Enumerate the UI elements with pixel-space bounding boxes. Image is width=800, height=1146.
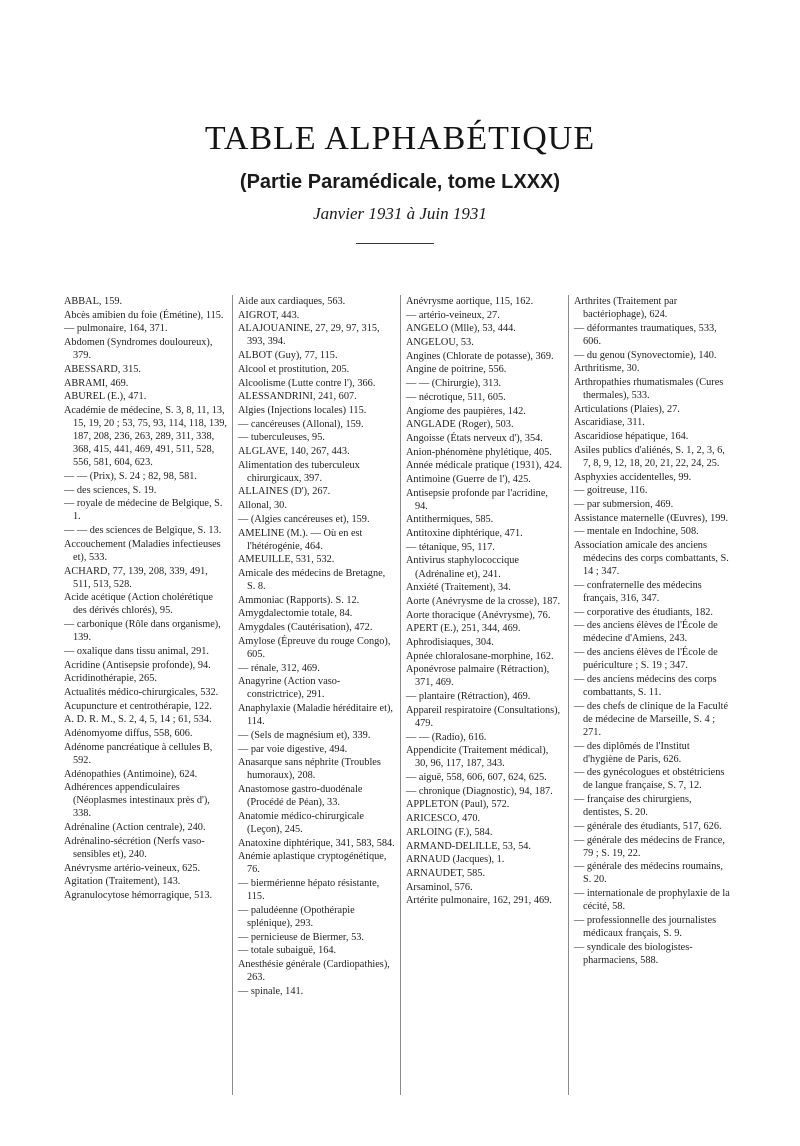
index-entry: — des chefs de clinique de la Faculté de médecine de Marseille, S. 4 ; 271. bbox=[574, 700, 729, 738]
index-entry: Abcès amibien du foie (Émétine), 115. bbox=[64, 309, 224, 321]
index-entry: ARNAUDET, 585. bbox=[406, 867, 486, 879]
index-entry: Anémie aplastique cryptogénétique, 76. bbox=[238, 851, 387, 876]
index-entry: Angines (Chlorate de potasse), 369. bbox=[406, 350, 554, 362]
index-entry: Anatomie médico-chirurgicale (Leçon), 245. bbox=[238, 810, 364, 835]
index-entry: — royale de médecine de Belgique, S. 1. bbox=[64, 498, 223, 523]
index-entry: — (Algies cancéreuses et), 159. bbox=[238, 513, 370, 525]
index-entry: ALBOT (Guy), 77, 115. bbox=[238, 350, 338, 362]
index-entry: Aponévrose palmaire (Rétraction), 371, 469. bbox=[406, 664, 550, 689]
index-entry: — carbonique (Rôle dans organisme), 139. bbox=[64, 619, 221, 644]
index-columns bbox=[64, 295, 736, 1095]
index-entry: — internationale de prophylaxie de la cécité, 58. bbox=[574, 888, 730, 913]
index-entry: ABBAL, 159. bbox=[64, 296, 123, 307]
index-entry: Amicale des médecins de Bretagne, S. 8. bbox=[238, 567, 386, 593]
index-entry: Adrénaline (Action centrale), 240. bbox=[64, 822, 206, 834]
index-entry: Adénomyome diffus, 558, 606. bbox=[64, 728, 193, 740]
index-entry: — des diplômés de l'Institut d'hygiène de Paris, 626. bbox=[574, 740, 690, 765]
index-entry: ANGLADE (Roger), 503. bbox=[406, 419, 514, 431]
index-entry: — — (Prix), S. 24 ; 82, 98, 581. bbox=[64, 470, 198, 482]
index-entry: Académie de médecine, S. 3, 8, 11, 13, 15, 19, 20 ; 53, 75, 93, 114, 118, 139, 187, 208, 236, 263, 289, 311, 338, 368, 415, 441, 469, 491, 511, 528, 556, 581, 604, 623. bbox=[64, 404, 227, 469]
index-entry: Acridine (Antisepsie profonde), 94. bbox=[64, 659, 211, 671]
index-entry: — des anciens médecins des corps combattants, S. 11. bbox=[574, 673, 717, 698]
index-entry: Aorte thoracique (Anévrysme), 76. bbox=[406, 609, 551, 621]
index-entry: Apnée chloralosane-morphine, 162. bbox=[406, 650, 554, 662]
index-entry: — pernicieuse de Biermer, 53. bbox=[238, 931, 364, 943]
index-entry: Alcool et prostitution, 205. bbox=[238, 363, 350, 375]
index-entry: AMEUILLE, 531, 532. bbox=[238, 554, 335, 566]
index-entry: Adhérences appendiculaires (Néoplasmes intestinaux près d'), 338. bbox=[64, 782, 210, 820]
index-column-1 bbox=[64, 295, 232, 1095]
page-subtitle: (Partie Paramédicale, tome LXXX) bbox=[239, 171, 561, 193]
index-entry: — paludéenne (Opothérapie splénique), 293. bbox=[238, 904, 355, 929]
index-entry: Adrénalino-sécrétion (Nerfs vaso-sensibles et), 240. bbox=[64, 835, 205, 860]
index-entry: ABRAMI, 469. bbox=[64, 377, 129, 389]
index-entry: Angoisse (États nerveux d'), 354. bbox=[406, 432, 543, 444]
index-entry: — générale des médecins roumains, S. 20. bbox=[574, 861, 723, 886]
index-entry: Acridinothérapie, 265. bbox=[64, 673, 157, 685]
index-entry: Appendicite (Traitement médical), 30, 96, 117, 187, 343. bbox=[406, 745, 549, 770]
index-entry: — oxalique dans tissu animal, 291. bbox=[64, 645, 209, 657]
index-entry: Alcoolisme (Lutte contre l'), 366. bbox=[238, 377, 376, 389]
index-entry: Adénopathies (Antimoine), 624. bbox=[64, 768, 198, 780]
index-entry: Anatoxine diphtérique, 341, 583, 584. bbox=[238, 837, 395, 849]
index-entry: — par voie digestive, 494. bbox=[238, 743, 348, 755]
index-entry: — mentale en Indochine, 508. bbox=[574, 526, 699, 538]
index-entry: — des anciens élèves de l'École de médecine d'Amiens, 243. bbox=[574, 620, 718, 645]
index-entry: ABUREL (E.), 471. bbox=[64, 391, 147, 403]
index-entry: Amylose (Épreuve du rouge Congo), 605. bbox=[238, 635, 391, 660]
index-entry: — — (Chirurgie), 313. bbox=[406, 378, 502, 390]
index-entry: — nécrotique, 511, 605. bbox=[406, 391, 506, 403]
index-entry: — générale des étudiants, 517, 626. bbox=[574, 820, 722, 832]
index-entry: Année médicale pratique (1931), 424. bbox=[406, 460, 563, 472]
index-entry: APPLETON (Paul), 572. bbox=[406, 799, 510, 811]
index-entry: — tuberculeuses, 95. bbox=[238, 432, 325, 444]
index-entry: Abdomen (Syndromes douloureux), 379. bbox=[64, 337, 213, 362]
index-entry: ARMAND-DELILLE, 53, 54. bbox=[406, 840, 531, 852]
page-period: Janvier 1931 à Juin 1931 bbox=[313, 204, 487, 223]
index-entry: — plantaire (Rétraction), 469. bbox=[406, 691, 531, 703]
index-entry: Allonal, 30. bbox=[238, 500, 287, 512]
index-entry: Agranulocytose hémorragique, 513. bbox=[64, 889, 213, 901]
index-column-2 bbox=[232, 295, 400, 1095]
index-entry: ANGELOU, 53. bbox=[406, 337, 474, 349]
index-entry: Anévrysme artério-veineux, 625. bbox=[64, 862, 201, 874]
index-entry: Antivirus staphylococcique (Adrénaline et), 241. bbox=[406, 555, 519, 580]
index-entry: Alimentation des tuberculeux chirurgicaux, 397. bbox=[238, 459, 360, 484]
index-entry: Aide aux cardiaques, 563. bbox=[238, 296, 346, 307]
index-entry: Adénome pancréatique à cellules B, 592. bbox=[64, 741, 213, 766]
index-entry: — (Sels de magnésium et), 339. bbox=[238, 729, 371, 741]
index-entry: Arthritisme, 30. bbox=[574, 363, 640, 375]
index-entry: Acupuncture et centrothérapie, 122. bbox=[64, 700, 212, 712]
index-entry: Angine de poitrine, 556. bbox=[406, 364, 507, 376]
index-entry: Ascaridiase, 311. bbox=[574, 417, 645, 429]
index-entry: ALESSANDRINI, 241, 607. bbox=[238, 391, 357, 403]
index-entry: APERT (E.), 251, 344, 469. bbox=[406, 623, 521, 635]
index-entry: — du genou (Synovectomie), 140. bbox=[574, 349, 717, 361]
index-entry: — goitreuse, 116. bbox=[574, 485, 648, 497]
title-rule bbox=[356, 243, 434, 244]
index-entry: Antisepsie profonde par l'acridine, 94. bbox=[406, 487, 548, 512]
index-entry: ACHARD, 77, 139, 208, 339, 491, 511, 513, 528. bbox=[64, 565, 208, 590]
index-entry: — rénale, 312, 469. bbox=[238, 662, 320, 674]
index-entry: Anesthésie générale (Cardiopathies), 263. bbox=[238, 958, 390, 984]
index-entry: Arsaminol, 576. bbox=[406, 881, 473, 893]
index-entry: — totale subaiguë, 164. bbox=[238, 945, 337, 957]
index-entry: — française des chirurgiens, dentistes, S. 20. bbox=[574, 794, 692, 819]
index-entry: Acide acétique (Action cholérétique des dérivés chlorés), 95. bbox=[64, 592, 213, 617]
index-entry: Arthrites (Traitement par bactériophage), 624. bbox=[574, 296, 678, 321]
index-entry: AIGROT, 443. bbox=[238, 309, 300, 321]
index-entry: Agitation (Traitement), 143. bbox=[64, 876, 181, 888]
index-entry: — — (Radio), 616. bbox=[406, 731, 487, 743]
index-entry: ABESSARD, 315. bbox=[64, 363, 141, 375]
index-entry: Ascaridiose hépatique, 164. bbox=[574, 431, 689, 443]
index-column-3 bbox=[400, 295, 568, 1095]
index-entry: Antitoxine diphtérique, 471. bbox=[406, 528, 523, 540]
index-entry: — aiguë, 558, 606, 607, 624, 625. bbox=[406, 772, 547, 784]
index-entry: Articulations (Plaies), 27. bbox=[574, 403, 680, 415]
index-entry: ARNAUD (Jacques), 1. bbox=[406, 854, 505, 866]
index-entry: — cancéreuses (Allonal), 159. bbox=[238, 418, 364, 430]
index-entry: Anaphylaxie (Maladie héréditaire et), 114. bbox=[238, 703, 393, 728]
index-entry: AMELINE (M.). — Où en est l'hétérogénie, 464. bbox=[238, 527, 363, 552]
index-entry: — — des sciences de Belgique, S. 13. bbox=[64, 525, 222, 537]
index-entry: — confraternelle des médecins français, 316, 347. bbox=[574, 579, 702, 604]
index-entry: — artério-veineux, 27. bbox=[406, 309, 500, 321]
index-entry: ANGELO (Mlle), 53, 444. bbox=[406, 323, 516, 335]
index-entry: — professionnelle des journalistes médicaux français, S. 9. bbox=[574, 914, 717, 940]
index-entry: Anévrysme aortique, 115, 162. bbox=[406, 296, 534, 307]
index-entry: Amygdales (Cautérisation), 472. bbox=[238, 622, 373, 634]
index-entry: Association amicale des anciens médecins des corps combattants, S. 14 ; 347. bbox=[574, 540, 729, 578]
index-entry: Antithermiques, 585. bbox=[406, 514, 494, 526]
index-entry: — des anciens élèves de l'École de puériculture ; S. 19 ; 347. bbox=[574, 647, 718, 672]
index-entry: ARLOING (F.), 584. bbox=[406, 826, 493, 838]
index-entry: — tétanique, 95, 117. bbox=[406, 541, 495, 553]
index-entry: A. D. R. M., S. 2, 4, 5, 14 ; 61, 534. bbox=[64, 714, 212, 726]
index-entry: ALGLAVE, 140, 267, 443. bbox=[238, 445, 350, 457]
index-entry: ALAJOUANINE, 27, 29, 97, 315, 393, 394. bbox=[238, 323, 380, 348]
index-entry: ARICESCO, 470. bbox=[406, 813, 481, 825]
index-entry: Anagyrine (Action vaso-constrictrice), 291. bbox=[238, 676, 341, 701]
index-entry: Arthropathies rhumatismales (Cures thermales), 533. bbox=[574, 376, 724, 402]
index-entry: Actualités médico-chirurgicales, 532. bbox=[64, 687, 219, 698]
index-entry: Algies (Injections locales) 115. bbox=[238, 404, 367, 416]
index-entry: Assistance maternelle (Œuvres), 199. bbox=[574, 512, 729, 524]
index-entry: — par submersion, 469. bbox=[574, 498, 674, 510]
index-entry: Appareil respiratoire (Consultations), 479. bbox=[406, 704, 561, 729]
index-entry: — syndicale des biologistes-pharmaciens, 588. bbox=[574, 941, 693, 966]
index-entry: Anastomose gastro-duodénale (Procédé de Péan), 33. bbox=[238, 784, 363, 809]
index-entry: — générale des médecins de France, 79 ; S. 19, 22. bbox=[574, 834, 725, 859]
index-entry: Artérite pulmonaire, 162, 291, 469. bbox=[406, 895, 552, 907]
index-entry: Anasarque sans néphrite (Troubles humoraux), 208. bbox=[238, 757, 381, 782]
index-entry: Ammoniac (Rapports). S. 12. bbox=[238, 594, 360, 606]
index-column-4 bbox=[568, 295, 736, 1095]
index-entry: Antimoine (Guerre de l'), 425. bbox=[406, 473, 531, 485]
index-entry: Asiles publics d'aliénés, S. 1, 2, 3, 6, 7, 8, 9, 12, 18, 20, 21, 22, 24, 25. bbox=[574, 444, 725, 469]
index-entry: Angiome des paupières, 142. bbox=[406, 405, 526, 417]
index-entry: — des sciences, S. 19. bbox=[64, 484, 157, 496]
index-entry: Aorte (Anévrysme de la crosse), 187. bbox=[406, 595, 561, 607]
index-entry: Amygdalectomie totale, 84. bbox=[238, 608, 353, 620]
index-entry: Aphrodisiaques, 304. bbox=[406, 637, 494, 648]
index-entry: — déformantes traumatiques, 533, 606. bbox=[574, 322, 717, 347]
index-entry: Anion-phénomène phylétique, 405. bbox=[406, 446, 552, 458]
page-title: TABLE ALPHABÉTIQUE bbox=[204, 120, 596, 157]
index-entry: — spinale, 141. bbox=[238, 985, 304, 997]
index-entry: — pulmonaire, 164, 371. bbox=[64, 323, 168, 335]
index-entry: — corporative des étudiants, 182. bbox=[574, 606, 713, 618]
index-entry: ALLAINES (D'), 267. bbox=[238, 486, 331, 498]
index-entry: — chronique (Diagnostic), 94, 187. bbox=[406, 785, 553, 797]
index-entry: Anxiété (Traitement), 34. bbox=[406, 582, 511, 594]
index-entry: — biermérienne hépato résistante, 115. bbox=[238, 878, 380, 903]
index-entry: Asphyxies accidentelles, 99. bbox=[574, 471, 692, 483]
index-entry: — des gynécologues et obstétriciens de langue française, S. 7, 12. bbox=[574, 767, 725, 792]
index-entry: Accouchement (Maladies infectieuses et), 533. bbox=[64, 538, 221, 563]
